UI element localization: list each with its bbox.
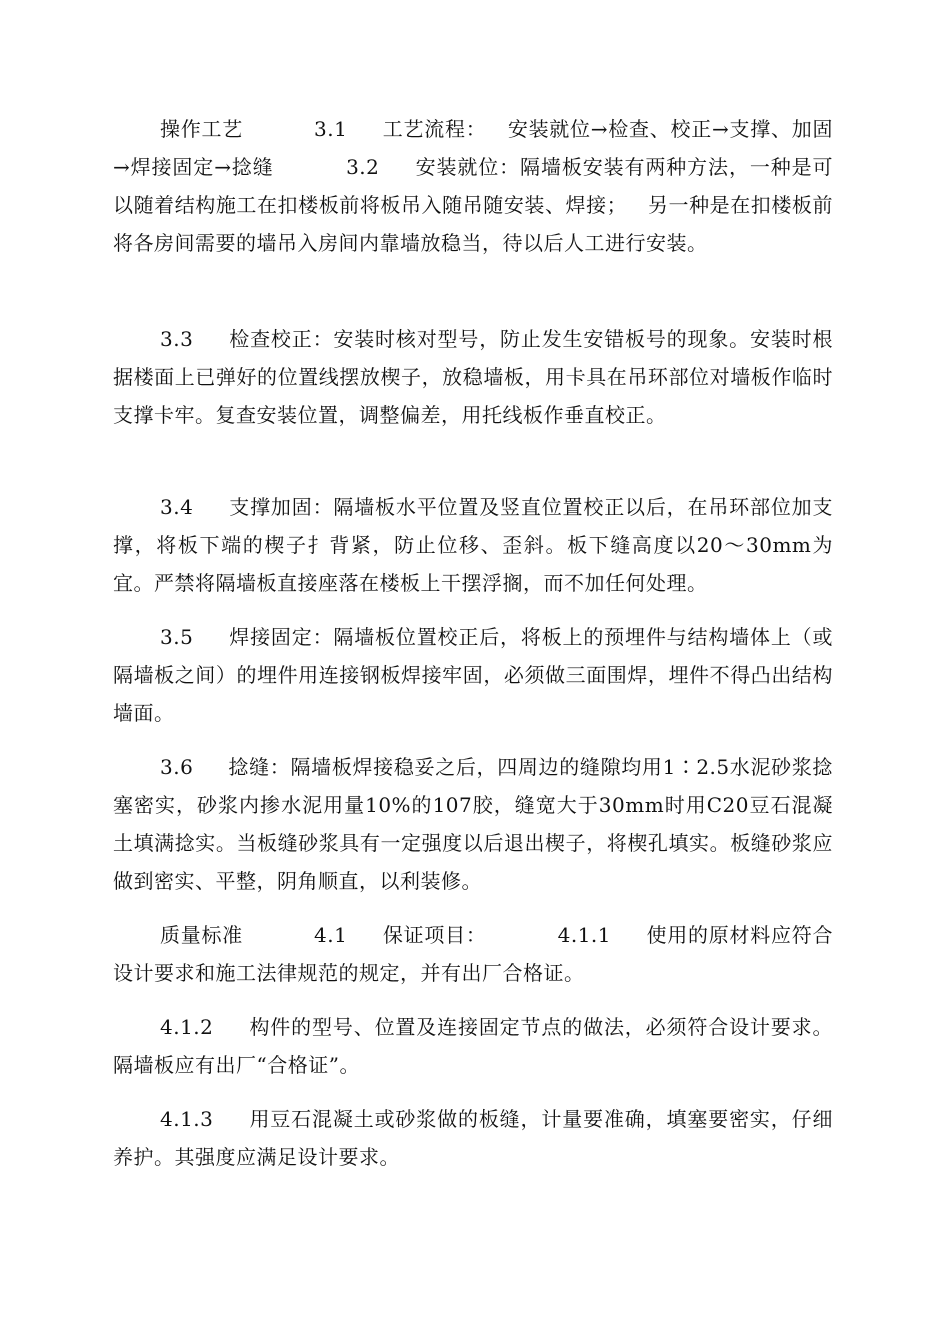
paragraph-welding-fixing: 3.5 焊接固定：隔墙板位置校正后，将板上的预埋件与结构墙体上（或隔墙板之间）的埋件用连接钢板焊接牢固，必须做三面围焊，埋件不得凸出结构墙面。 (113, 625, 833, 725)
paragraph-joint-filling: 3.6 捻缝：隔墙板焊接稳妥之后，四周边的缝隙均用1∶2.5水泥砂浆捻塞密实，砂浆内掺水泥用量10%的107胶，缝宽大于30mm时用C20豆石混凝土填满捻实。当板缝砂浆具有一定强度以后退出楔子，将楔孔填实。板缝砂浆应做到密实、平整，阴角顺直，以利装修。 (113, 755, 833, 893)
paragraph-process-overview: 操作工艺 3.1 工艺流程： 安装就位→检查、校正→支撑、加固→焊接固定→捻缝 3.2 安装就位：隔墙板安装有两种方法，一种是可以随着结构施工在扣楼板前将板吊入随吊随安装、焊接； 另一种是在扣楼板前将各房间需要的墙吊入房间内靠墙放稳当，待以后人工进行安装。 (113, 117, 833, 255)
paragraph-inspection-correction: 3.3 检查校正：安装时核对型号，防止发生安错板号的现象。安装时根据楼面上已弹好的位置线摆放楔子，放稳墙板，用卡具在吊环部位对墙板作临时支撑卡牢。复查安装位置，调整偏差，用托线板作垂直校正。 (113, 327, 833, 427)
paragraph-joint-concrete: 4.1.3 用豆石混凝土或砂浆做的板缝，计量要准确，填塞要密实，仔细养护。其强度应满足设计要求。 (113, 1107, 833, 1169)
paragraph-component-requirements: 4.1.2 构件的型号、位置及连接固定节点的做法，必须符合设计要求。隔墙板应有出厂“合格证”。 (113, 1015, 833, 1077)
paragraph-quality-standard: 质量标准 4.1 保证项目： 4.1.1 使用的原材料应符合设计要求和施工法律规范的规定，并有出厂合格证。 (113, 923, 833, 985)
paragraph-support-reinforcement: 3.4 支撑加固：隔墙板水平位置及竖直位置校正以后，在吊环部位加支撑，将板下端的楔子扌背紧，防止位移、歪斜。板下缝高度以20～30mm为宜。严禁将隔墙板直接座落在楼板上干摆浮搁，而不加任何处理。 (113, 495, 833, 595)
